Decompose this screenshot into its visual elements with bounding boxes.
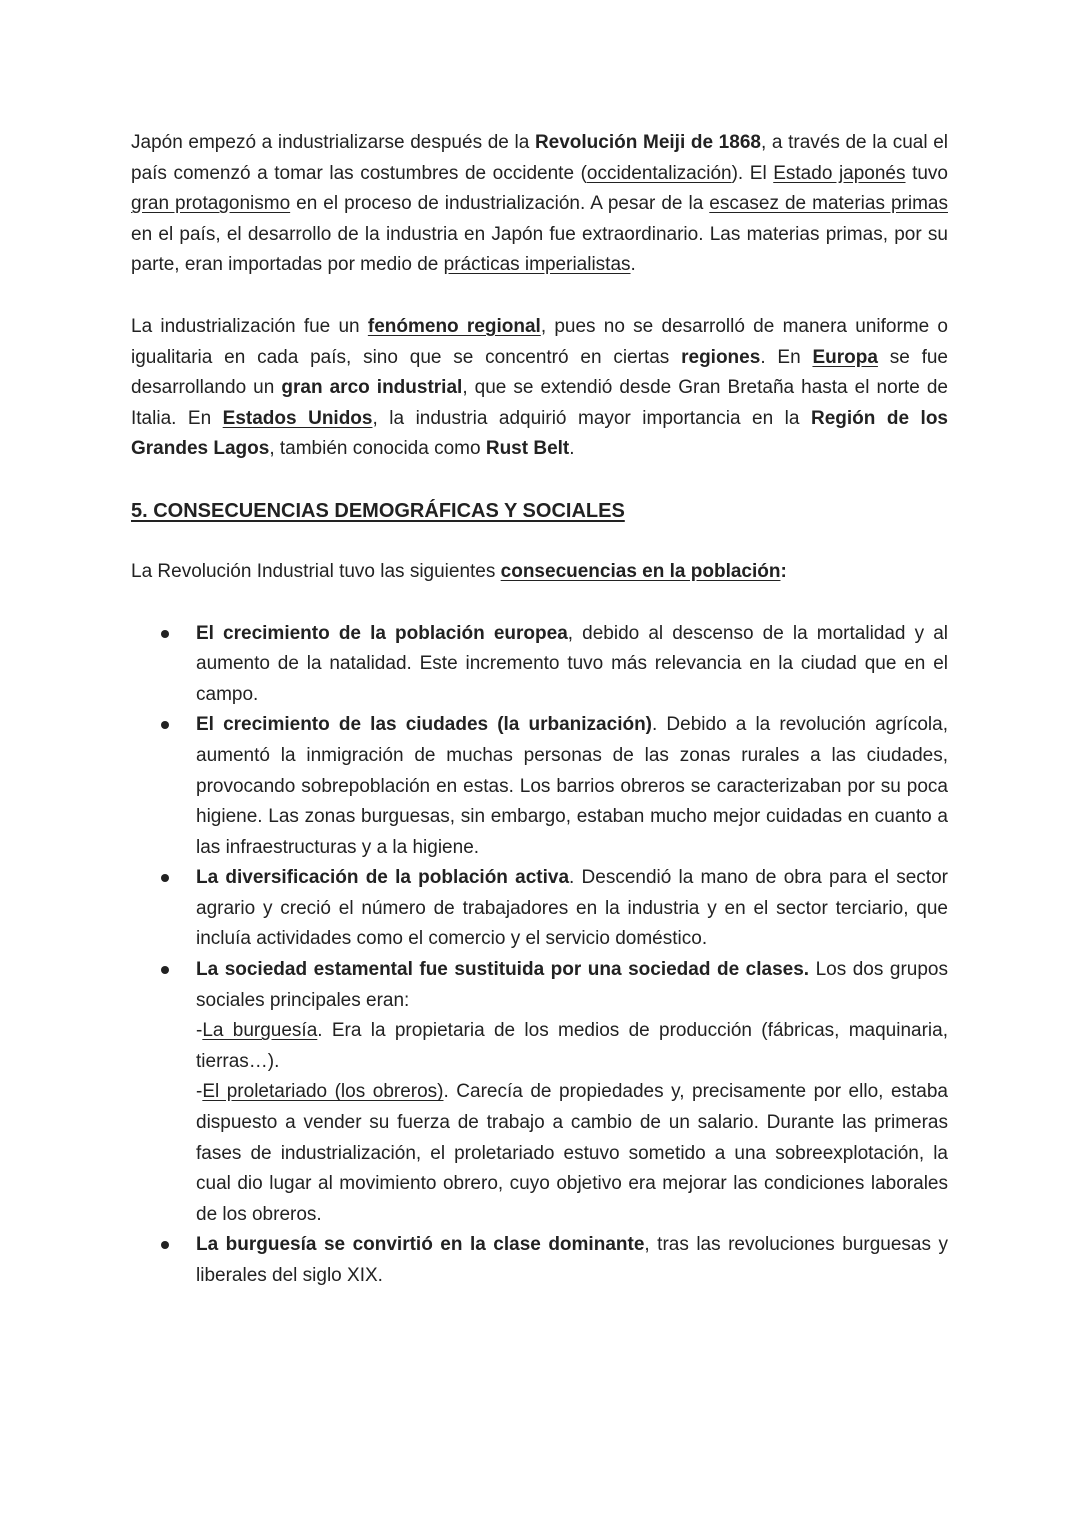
document-body: [131, 128, 948, 1292]
section-intro: La Revolución Industrial tuvo las siguientes consecuencias en la población:: [131, 560, 787, 582]
underline-occidentalizacion: occidentalización: [586, 162, 732, 184]
underline-estado-japones: Estado japonés: [773, 162, 906, 184]
paragraph-regional: La industrialización fue un fenómeno regional, pues no se desarrolló de manera uniforme o igualitaria en cada país, sino que se concentró en ciertas regiones. En Europa se fue desarrollando un gran arco industrial, que se extendió desde Gran Bretaña hasta el norte de Italia. En Estados Unidos, la industria adquirió mayor importancia en la Región de los Grandes Lagos, también conocida como Rust Belt.: [131, 315, 949, 460]
bullet-icon: [161, 966, 169, 974]
paragraph-japan: Japón empezó a industrializarse después de la Revolución Meiji de 1868, a través de la cual el país comenzó a tomar las costumbres de occidente (occidentalización). El Estado japonés tuvo gran protagonismo en el proceso de industrialización. A pesar de la escasez de materias primas en el país, el desarrollo de la industria en Japón fue extraordinario. Las materias primas, por su parte, eran importadas por medio de prácticas imperialistas.: [131, 132, 948, 276]
bold-underline-consecuencias: consecuencias en la población: [500, 560, 781, 582]
bullet-icon: [161, 874, 169, 882]
sub-item-burguesia: -La burguesía. Era la propietaria de los medios de producción (fábricas, maquinaria, tierras…).: [196, 1020, 949, 1072]
list-item: La sociedad estamental fue sustituida por una sociedad de clases. Los dos grupos sociales principales eran: -La burguesía. Era la propietaria de los medios de producción (fábricas, maquinaria, tierras…). -El proletariado (los obreros). Carecía de propiedades y, precisamente por ello, estaba dispuesto a vender su fuerza de trabajo a cambio de un salario. Durante las primeras fases de industrialización, el proletariado estuvo sometido a una sobreexplotación, la cual dio lugar al movimiento obrero, cuyo objetivo era mejorar las condiciones laborales de los obreros.: [196, 955, 948, 1230]
bullet-icon: [161, 630, 169, 638]
bold-underline-europa: Europa: [812, 346, 878, 368]
bold-underline-fenomeno-regional: fenómeno regional: [367, 315, 541, 337]
bold-rust-belt: Rust Belt: [485, 438, 570, 460]
section-heading: 5. CONSECUENCIAS DEMOGRÁFICAS Y SOCIALES: [131, 499, 625, 522]
bold-gran-arco: gran arco industrial: [281, 377, 463, 399]
list-item: La burguesía se convirtió en la clase dominante, tras las revoluciones burguesas y liberales del siglo XIX.: [196, 1230, 948, 1291]
underline-practicas-imperialistas: prácticas imperialistas: [443, 254, 631, 276]
bullet-icon: [161, 1241, 169, 1249]
bold-grandes-lagos: Región de los Grandes Lagos: [131, 407, 948, 460]
bold-regiones: regiones: [681, 346, 761, 368]
sub-item-proletariado: -El proletariado (los obreros). Carecía de propiedades y, precisamente por ello, estaba dispuesto a vender su fuerza de trabajo a cambio de un salario. Durante las primeras fases de industrialización, el proletariado estuvo sometido a una sobreexplotación, la cual dio lugar al movimiento obrero, cuyo objetivo era mejorar las condiciones laborales de los obreros.: [196, 1081, 948, 1225]
underline-gran-protagonismo: gran protagonismo: [131, 193, 291, 215]
list-item: El crecimiento de la población europea, debido al descenso de la mortalidad y al aumento de la natalidad. Este incremento tuvo más relevancia en la ciudad que en el campo.: [196, 619, 948, 711]
bold-revolucion-meiji: Revolución Meiji de 1868: [534, 132, 761, 153]
bullet-icon: [161, 721, 169, 729]
bold-underline-estados-unidos: Estados Unidos: [222, 407, 373, 429]
consequences-list: [131, 619, 948, 1292]
list-item: El crecimiento de las ciudades (la urbanización). Debido a la revolución agrícola, aumentó la inmigración de muchas personas de las zonas rurales a las ciudades, provocando sobrepoblación en estas. Los barrios obreros se caracterizaban por su poca higiene. Las zonas burguesas, sin embargo, estaban mucho mejor cuidadas en cuanto a las infraestructuras y a la higiene.: [196, 710, 948, 863]
list-item: La diversificación de la población activa. Descendió la mano de obra para el sector agrario y creció el número de trabajadores en la industria y en el sector terciario, que incluía actividades como el comercio y el servicio doméstico.: [196, 863, 948, 955]
underline-escasez-materias: escasez de materias primas: [709, 193, 948, 215]
